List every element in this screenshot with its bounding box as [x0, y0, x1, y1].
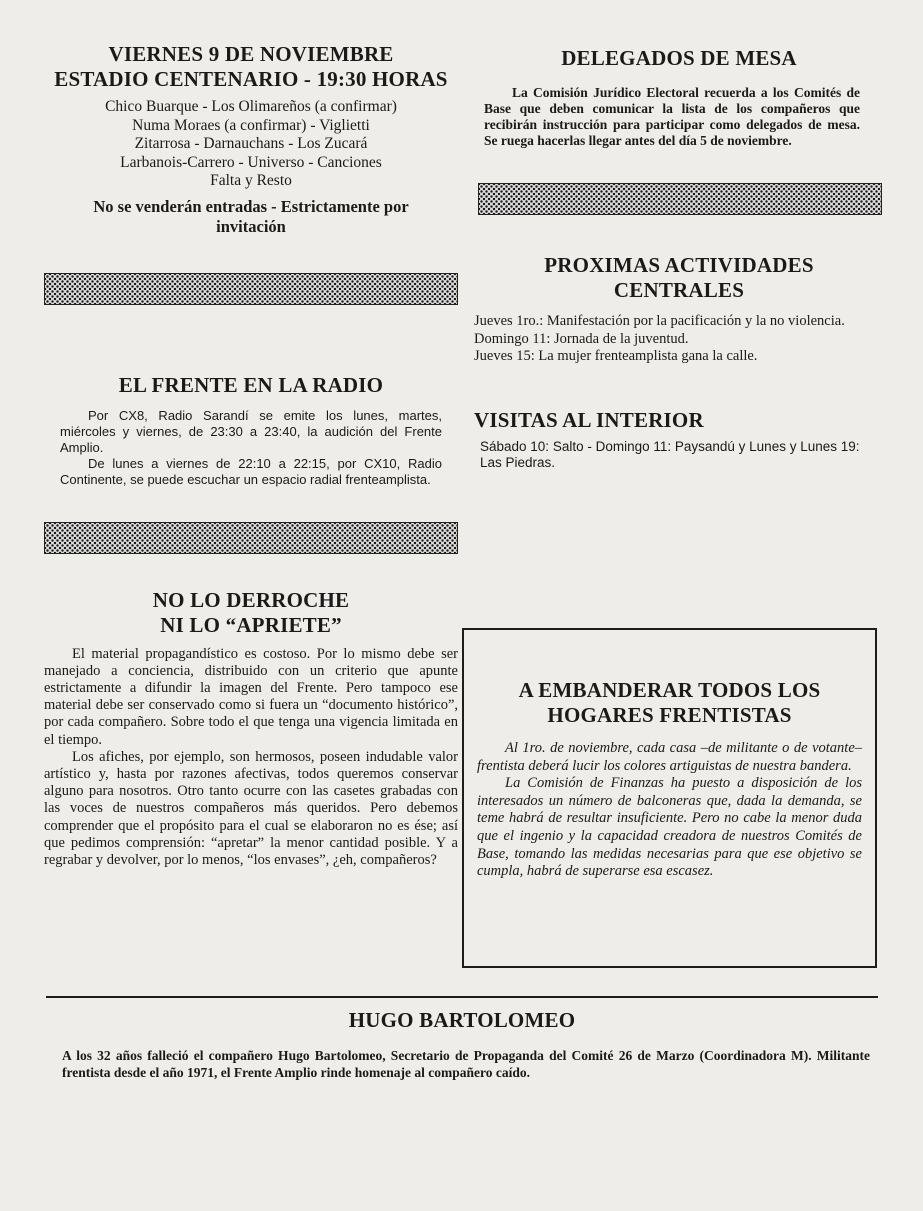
left-column [44, 42, 458, 869]
radio-body [60, 408, 442, 488]
radio-paragraph: De lunes a viernes de 22:10 a 22:15, por CX10, Radio Continente, se puede escuchar un espacio radial frenteamplista. [60, 455, 442, 487]
derroche-paragraph: Los afiches, por ejemplo, son hermosos, poseen indudable valor artístico y, hasta por razones afectivas, todos queremos conservar alguno para nosotros. Otro tanto ocurre con las casetes grabadas con las voces de nuestros compañeros más queridos. Pero debemos comprender que el propósito para el cual se elaboraron no es ése; así que pedimos comprensión: “apretar” la menor cantidad posible. Y a regrabar y devolver, por lo menos, “los envases”, ¿eh, compañeros? [44, 748, 458, 868]
visitas-title: VISITAS AL INTERIOR [474, 407, 704, 432]
actividades-title-line1: PROXIMAS ACTIVIDADES [544, 253, 814, 277]
concert-artist-line: Larbanois-Carrero - Universo - Canciones [120, 153, 382, 171]
actividades-item: Jueves 1ro.: Manifestación por la pacificación y la no violencia. [474, 313, 845, 329]
actividades-item: Jueves 15: La mujer frenteamplista gana la calle. [474, 348, 758, 364]
embanderar-body [477, 740, 862, 881]
visitas-body: Sábado 10: Salto - Domingo 11: Paysandú y Lunes y Lunes 19: Las Piedras. [480, 438, 860, 470]
obituario-title: HUGO BARTOLOMEO [348, 1008, 576, 1032]
section-divider-rule [46, 996, 878, 998]
derroche-paragraph: El material propagandístico es costoso. Por lo mismo debe ser manejado a conciencia, distribuido con un criterio que apunte estrictamente a difundir la imagen del Frente. Pero tampoco ese material debe ser conservado como si fuera un “documento histórico”, por cada compañero. Sobre todo el que tenga una vigencia limitada en el tiempo. [44, 645, 458, 748]
concert-artist-list [44, 98, 458, 191]
visitas-section [474, 408, 884, 472]
delegados-title: DELEGADOS DE MESA [561, 46, 797, 70]
concert-section [44, 42, 458, 237]
concert-title-date: VIERNES 9 DE NOVIEMBRE [108, 42, 394, 66]
embanderar-box [462, 628, 877, 968]
derroche-section [44, 588, 458, 870]
obituario-section [46, 1008, 878, 1081]
delegados-section [474, 46, 884, 149]
radio-title: EL FRENTE EN LA RADIO [118, 372, 384, 397]
derroche-title-line2: NI LO “APRIETE” [160, 612, 342, 637]
embanderar-title-line1: A EMBANDERAR TODOS LOS [518, 678, 821, 702]
right-column [474, 42, 884, 472]
actividades-title-line2: CENTRALES [613, 278, 745, 302]
radio-section [44, 373, 458, 488]
embanderar-paragraph: Al 1ro. de noviembre, cada casa –de militante o de votante– frentista deberá lucir los colores artiguistas de nuestra bandera. [477, 740, 862, 774]
halftone-divider [478, 183, 882, 215]
derroche-body [44, 646, 458, 870]
halftone-divider [44, 522, 458, 554]
concert-title-venue: ESTADIO CENTENARIO - 19:30 HORAS [54, 67, 448, 91]
concert-artist-line: Chico Buarque - Los Olimareños (a confirmar) [105, 98, 397, 115]
actividades-section [474, 253, 884, 366]
embanderar-paragraph: La Comisión de Finanzas ha puesto a disposición de los interesados un número de balconeras que, dada la demanda, se teme habrá de resultar insuficiente. Pero no cabe la menor duda que el ingenio y la capacidad creadora de nuestros Comités de Base, tomando las medidas necesarias para que ese objetivo se cumpla, habrá de superarse esa escasez. [477, 775, 862, 880]
embanderar-title-line2: HOGARES FRENTISTAS [547, 703, 792, 727]
concert-artist-line: Zitarrosa - Darnauchans - Los Zucará [134, 135, 368, 152]
halftone-divider [44, 273, 458, 305]
concert-artist-line: Falta y Resto [210, 172, 292, 189]
concert-notice: No se venderán entradas - Estrictamente por invitación [93, 196, 409, 236]
derroche-title-line1: NO LO DERROCHE [152, 587, 350, 612]
actividades-item: Domingo 11: Jornada de la juventud. [474, 330, 689, 347]
actividades-list [474, 313, 884, 366]
radio-paragraph: Por CX8, Radio Sarandí se emite los lunes, martes, miércoles y viernes, de 23:30 a 23:40, la audición del Frente Amplio. [60, 407, 442, 455]
obituario-body: A los 32 años falleció el compañero Hugo Bartolomeo, Secretario de Propaganda del Comité 26 de Marzo (Coordinadora M). Militante frentista desde el año 1971, el Frente Amplio rinde homenaje al compañero caído. [62, 1048, 870, 1080]
concert-artist-line: Numa Moraes (a confirmar) - Viglietti [132, 116, 370, 134]
delegados-body: La Comisión Jurídico Electoral recuerda a los Comités de Base que deben comunicar la lista de los compañeros que recibirán instrucción para participar como delegados de mesa. Se ruega hacerlas llegar antes del día 5 de noviembre. [484, 85, 860, 148]
